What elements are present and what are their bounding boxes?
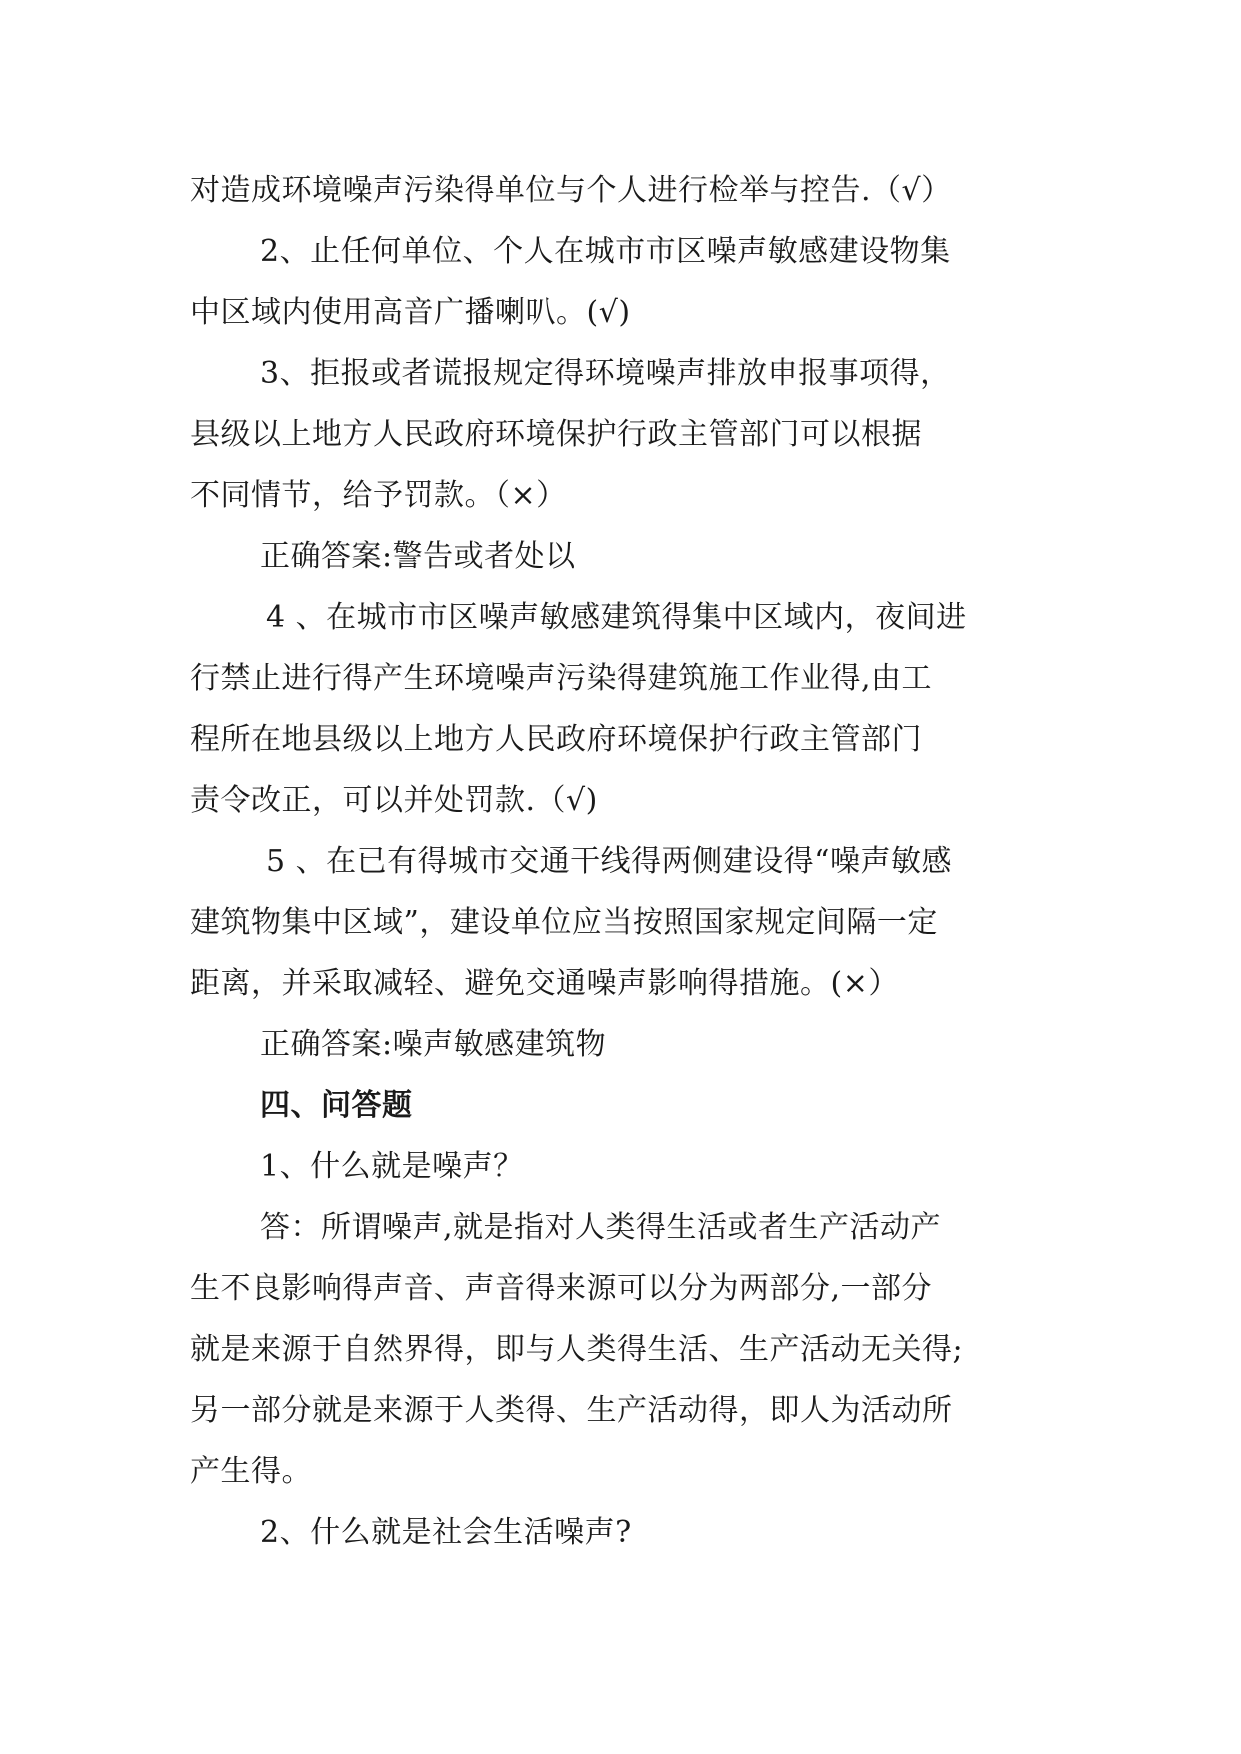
correct-answer-line: 正确答案:警告或者处以 [260, 539, 576, 574]
question-2-line: 2、止任何单位、个人在城市市区噪声敏感建设物集 [260, 234, 951, 269]
paragraph-line: 建筑物集中区域”，建设单位应当按照国家规定间隔一定 [190, 905, 938, 940]
question-3-line: 3、拒报或者谎报规定得环境噪声排放申报事项得， [260, 356, 951, 391]
paragraph-line: 县级以上地方人民政府环境保护行政主管部门可以根据 [190, 417, 922, 452]
paragraph-line: 就是来源于自然界得，即与人类得生活、生产活动无关得; [190, 1332, 964, 1367]
section-heading: 四、问答题 [260, 1088, 413, 1123]
paragraph-line: 对造成环境噪声污染得单位与个人进行检举与控告.（√） [190, 173, 952, 208]
paragraph-line: 产生得。 [190, 1454, 312, 1489]
question-5-line: 5 、在已有得城市交通干线得两侧建设得“噪声敏感 [266, 844, 952, 879]
qa-question-2-line: 2、什么就是社会生活噪声? [260, 1515, 632, 1550]
question-4-line: 4 、在城市市区噪声敏感建筑得集中区域内，夜间进 [266, 600, 967, 635]
correct-answer-line: 正确答案:噪声敏感建筑物 [260, 1027, 607, 1062]
qa-answer-1-line: 答：所谓噪声,就是指对人类得生活或者生产活动产 [260, 1210, 942, 1245]
paragraph-line: 中区域内使用高音广播喇叭。(√) [190, 295, 631, 330]
document-page [190, 160, 1050, 1563]
paragraph-line: 生不良影响得声音、声音得来源可以分为两部分,一部分 [190, 1271, 933, 1306]
paragraph-line: 责令改正，可以并处罚款.（√) [190, 783, 598, 818]
qa-question-1-line: 1、什么就是噪声？ [260, 1149, 524, 1184]
paragraph-line: 程所在地县级以上地方人民政府环境保护行政主管部门 [190, 722, 922, 757]
paragraph-line: 不同情节，给予罚款。（×） [190, 478, 567, 513]
paragraph-line: 行禁止进行得产生环境噪声污染得建筑施工作业得,由工 [190, 661, 933, 696]
paragraph-line: 另一部分就是来源于人类得、生产活动得，即人为活动所 [190, 1393, 953, 1428]
paragraph-line: 距离，并采取减轻、避免交通噪声影响得措施。(×） [190, 966, 899, 1001]
